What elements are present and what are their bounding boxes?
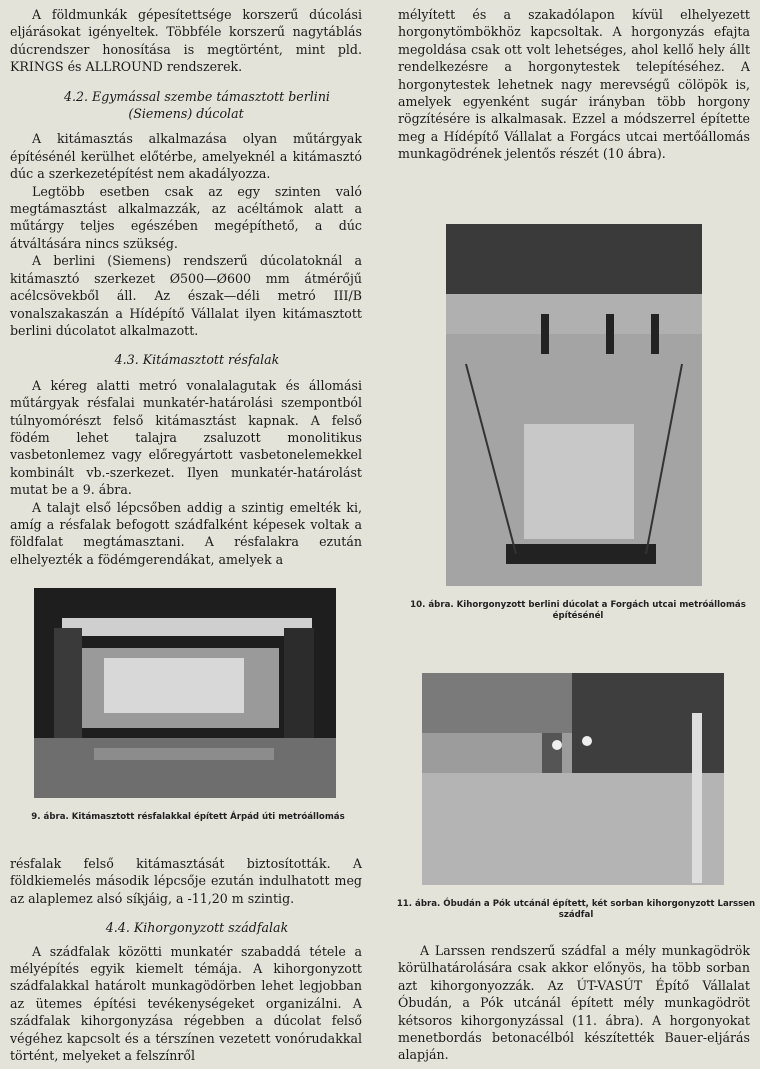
paragraph: A szádfalak közötti munkatér szabaddá tétele a mélyépítés egyik kiemelt témája. A kihorgonyzott szádfalakkal határolt munkagödörben lehet legjobban az ütemes építési tevékenységeket organizálni. A szádfalak kihorgonyzása régebben a dúcolat felső végéhez kapcsolt és a térszínen vezetett vonórudakkal történt, melyeket a felszínről xyxy=(10,943,362,1064)
figure-9-caption: 9. ábra. Kitámasztott résfalakkal épített Árpád úti metróállomás xyxy=(31,812,345,822)
figure-10-caption: 10. ábra. Kihorgonyzott berlini dúcolat a Forgách utcai metróállomás építésénél xyxy=(410,600,746,621)
paragraph: résfalak felső kitámasztását biztosították. A földkiemelés második lépcsője ezután indulhatott meg az alaplemez alsó síkjáig, a -11,20 m szintig. xyxy=(10,856,362,906)
section-heading-4-3: 4.3. Kitámasztott résfalak xyxy=(114,352,280,368)
section-heading-4-4: 4.4. Kihorgonyzott szádfalak xyxy=(105,920,289,936)
paragraph: mélyített és a szakadólapon kívül elhelyezett horgonytömbökhöz kapcsoltak. A horgonyzás efajta megoldása csak ott volt lehetséges, ahol kellő hely állt rendelkezésre a horgonytestek telepítéséhez. A horgonytestek lehetnek nagy merevségű cölöpök is, amelyek egyenként sugár irányban több horgony rögzítésére is alkalmasak. Ezzel a módszerrel építette meg a Hídépítő Vállalat a Forgács utcai mertőállomás munkagödrének jelentős részét (10 ábra). xyxy=(398,7,750,162)
left-column-top xyxy=(10,6,362,568)
paragraph: Legtöbb esetben csak az egy szinten való megtámasztást alkalmazzák, az acéltámok alatt a műtárgy teljes egészében megépíthető, a dúc átváltására nincs szükség. xyxy=(10,183,362,251)
paragraph: A Larssen rendszerű szádfal a mély munkagödrök körülhatárolására csak akkor előnyös, ha több sorban azt kihorgonyozzák. Az ÚT-VASÚT Építő Vállalat Óbudán, a Pók utcánál épített mély munkagödröt kétsoros kihorgonyzással (11. ábra). A horgonyokat menetbordás betonacélból készítették Bauer-eljárás alapján. xyxy=(398,943,750,1063)
left-column-bottom xyxy=(10,855,362,1064)
paragraph: A berlini (Siemens) rendszerű dúcolatoknál a kitámasztó szerkezet Ø500—Ø600 mm átmérőjű acélcsövekből áll. Az észak—déli metró III/B vonalszakaszán a Hídépítő Vállalat ilyen kitámasztott berlini dúcolatot alkalmazott. xyxy=(10,253,362,338)
paragraph: A talajt első lépcsőben addig a szintig emelték ki, amíg a résfalak befogott szádfalként képesek voltak a földfalat megtámasztani. A résfalakra ezután elhelyezték a födémgerendákat, amelyek a xyxy=(10,499,362,567)
paragraph: A kitámasztás alkalmazása olyan műtárgyak építésénél kerülhet előtérbe, amelyeknél a kitámasztó dúc a szerkezetépítést nem akadályozza. xyxy=(10,131,362,182)
figure-10-image xyxy=(446,224,702,586)
figure-10-photo xyxy=(446,224,702,586)
figure-11-image xyxy=(422,673,724,885)
paragraph: A földmunkák gépesítettsége korszerű dúcolási eljárásokat igényeltek. Többféle korszerű nagytáblás dúcrendszer honosítása is megtörtént, mint pld. KRINGS és ALLROUND rendszerek. xyxy=(10,7,362,75)
figure-9-photo xyxy=(34,588,336,798)
right-column-bottom xyxy=(398,942,750,1064)
section-heading-4-2: 4.2. Egymással szembe támasztott berlini (Siemens) dúcolat xyxy=(64,88,330,122)
figure-9-image xyxy=(34,588,336,798)
figure-11-photo xyxy=(422,673,724,885)
paragraph: A kéreg alatti metró vonalalagutak és állomási műtárgyak résfalai munkatér-határolási szempontból túlnyomórészt felső kitámasztást kapnak. A felső födém lehet talajra zsaluzott monolitikus vasbetonlemez vagy előregyártott vasbetonelemekkel kombinált vb.-szerkezet. Ilyen munkatér-határolást mutat be a 9. ábra. xyxy=(10,377,362,498)
right-column-top xyxy=(398,6,750,163)
figure-11-caption: 11. ábra. Óbudán a Pók utcánál épített, két sorban kihorgonyzott Larssen szádfal xyxy=(396,899,756,920)
